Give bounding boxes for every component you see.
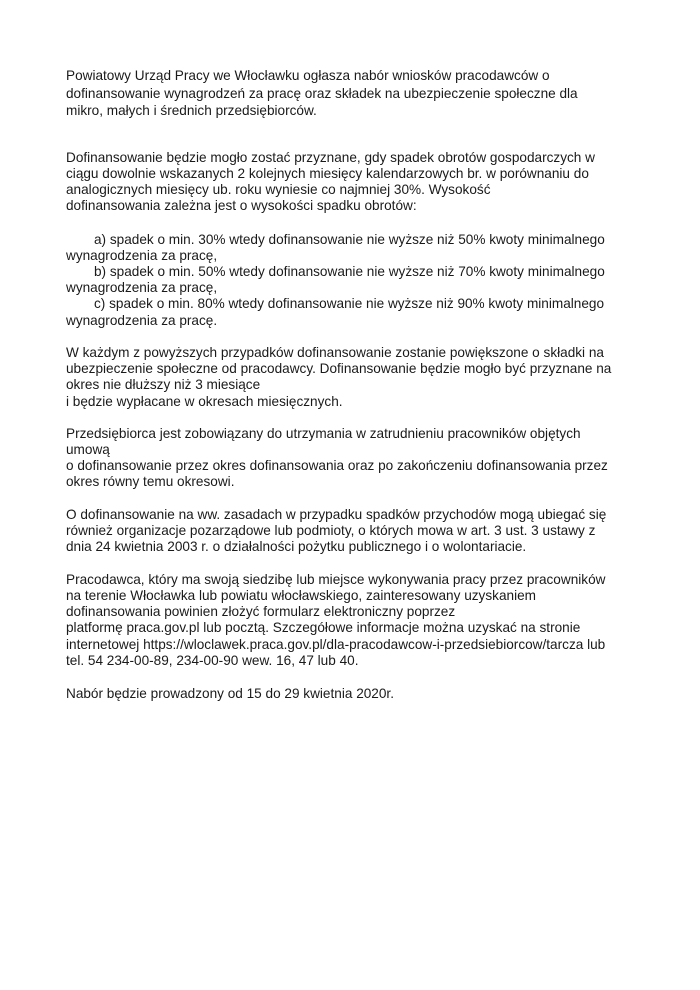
conditions-line: Dofinansowanie będzie mogło zostać przyznane, gdy spadek obrotów gospodarczych w: [66, 150, 595, 165]
obligation-line: Przedsiębiorca jest zobowiązany do utrzymania w zatrudnieniu pracowników objętych: [66, 426, 581, 441]
application-line-phone: tel. 54 234-00-89, 234-00-90 wew. 16, 47 lub 40.: [66, 653, 359, 668]
contributions-line: okres nie dłuższy niż 3 miesiące: [66, 377, 261, 392]
intro-line: Powiatowy Urząd Pracy we Włocławku ogłasza nabór wniosków pracodawców o: [66, 68, 550, 83]
intro-line: dofinansowanie wynagrodzeń za pracę oraz składek na ubezpieczenie społeczne dla: [66, 86, 578, 101]
conditions-line: analogicznych miesięcy ub. roku wyniesie co najmniej 30%. Wysokość: [66, 182, 491, 197]
conditions-line: ciągu dowolnie wskazanych 2 kolejnych miesięcy kalendarzowych br. w porównaniu do: [66, 166, 589, 181]
application-line-url: internetowej https://wloclawek.praca.gov.pl/dla-pracodawcow-i-przedsiebiorcow/tarcza lub: [66, 637, 606, 652]
application-line: platformę praca.gov.pl lub pocztą. Szczegółowe informacje można uzyskać na stronie: [66, 620, 581, 635]
list-item-b: b) spadek o min. 50% wtedy dofinansowanie nie wyższe niż 70% kwoty minimalnego: [94, 264, 605, 279]
obligation-line: umową: [66, 442, 110, 457]
obligation-line: okres równy temu okresowi.: [66, 474, 235, 489]
application-line: Pracodawca, który ma swoją siedzibę lub miejsce wykonywania pracy przez pracowników: [66, 572, 606, 587]
intro-line: mikro, małych i średnich przedsiębiorców.: [66, 103, 317, 118]
list-item-c: c) spadek o min. 80% wtedy dofinansowanie nie wyższe niż 90% kwoty minimalnego: [94, 296, 605, 311]
list-item-a-cont: wynagrodzenia za pracę,: [66, 248, 218, 263]
contributions-line: W każdym z powyższych przypadków dofinansowanie zostanie powiększone o składki na: [66, 345, 604, 360]
contributions-line: ubezpieczenie społeczne od pracodawcy. Dofinansowanie będzie mogło być przyznane na: [66, 361, 612, 376]
conditions-line: dofinansowania zależna jest o wysokości spadku obrotów:: [66, 198, 417, 213]
deadline-line: Nabór będzie prowadzony od 15 do 29 kwietnia 2020r.: [66, 686, 394, 701]
ngo-line: O dofinansowanie na ww. zasadach w przypadku spadków przychodów mogą ubiegać się: [66, 507, 607, 522]
ngo-line: dnia 24 kwietnia 2003 r. o działalności pożytku publicznego i o wolontariacie.: [66, 539, 527, 554]
contributions-line: i będzie wypłacane w okresach miesięcznych.: [66, 394, 343, 409]
application-line: dofinansowania powinien złożyć formularz elektroniczny poprzez: [66, 604, 456, 619]
list-item-c-cont: wynagrodzenia za pracę.: [66, 313, 218, 328]
list-item-b-cont: wynagrodzenia za pracę,: [66, 280, 218, 295]
list-item-a: a) spadek o min. 30% wtedy dofinansowanie nie wyższe niż 50% kwoty minimalnego: [94, 232, 605, 247]
application-line: na terenie Włocławka lub powiatu włocławskiego, zainteresowany uzyskaniem: [66, 588, 536, 603]
ngo-line: również organizacje pozarządowe lub podmioty, o których mowa w art. 3 ust. 3 ustawy z: [66, 523, 596, 538]
obligation-line: o dofinansowanie przez okres dofinansowania oraz po zakończeniu dofinansowania przez: [66, 458, 608, 473]
